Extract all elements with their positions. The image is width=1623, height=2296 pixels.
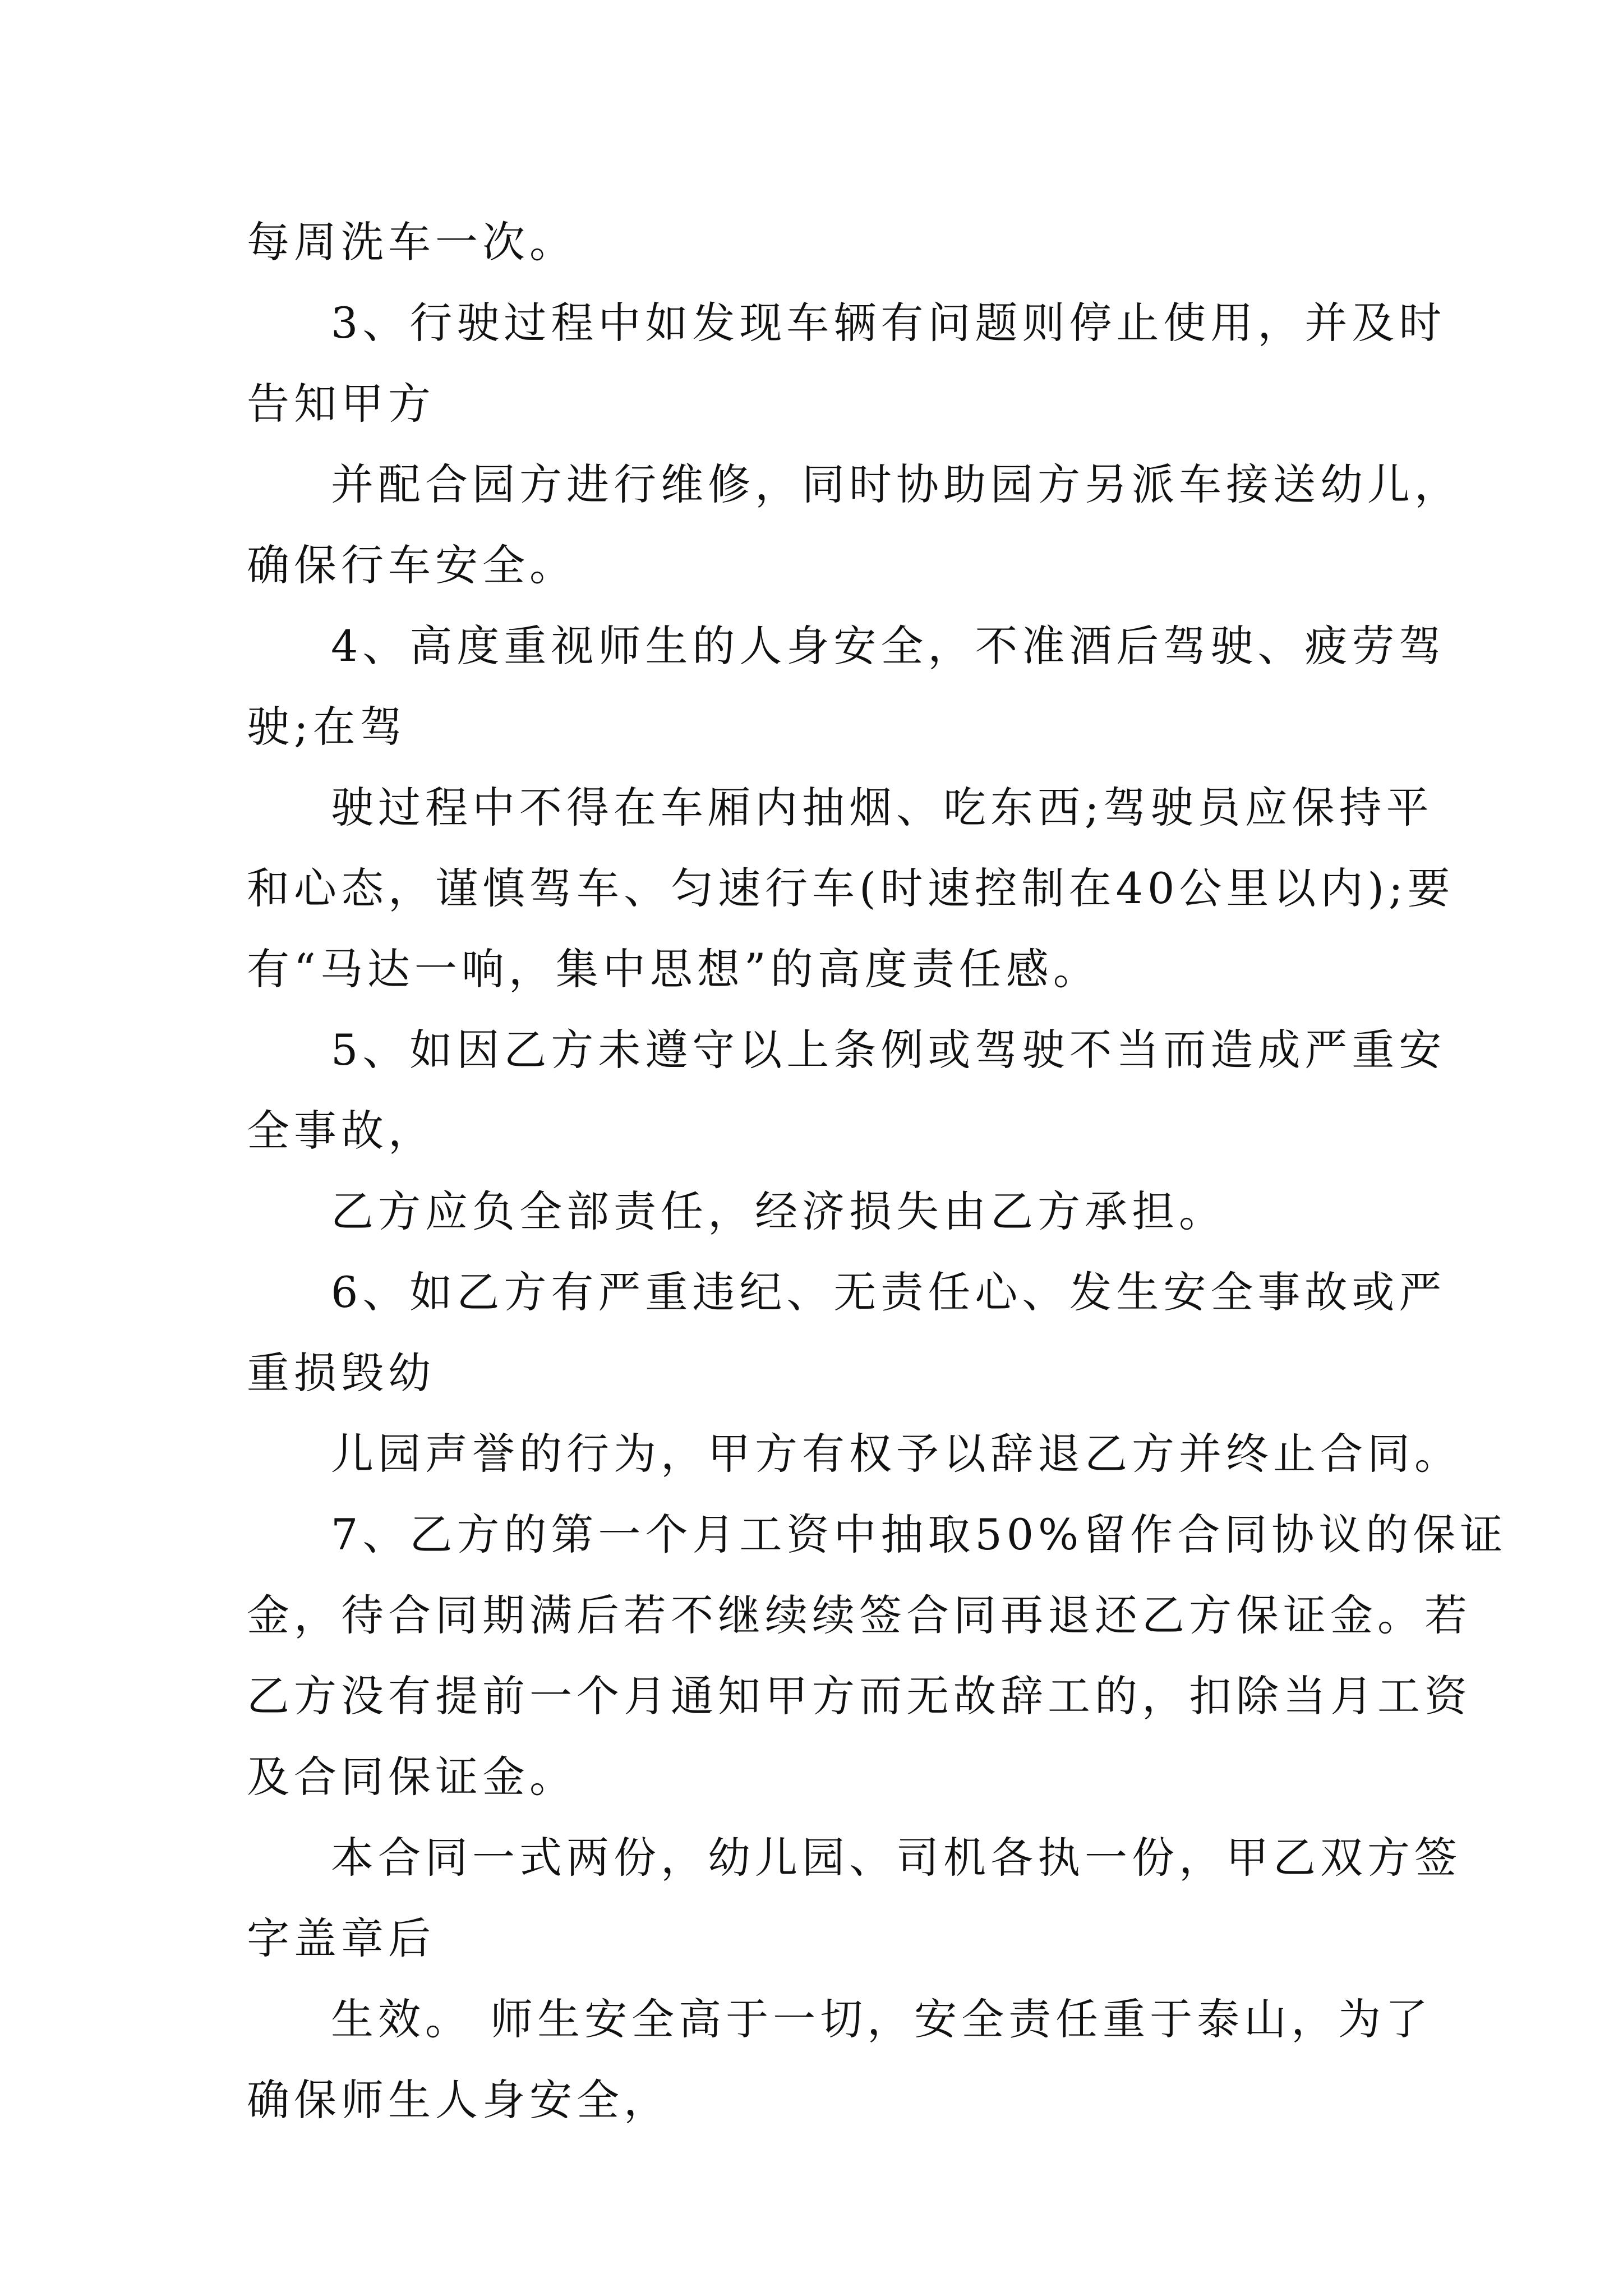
text-line: 7、乙方的第一个月工资中抽取50%留作合同协议的保证 [331,1510,1507,1559]
text-line: 及合同保证金。 [247,1752,577,1802]
text-line: 金，待合同期满后若不继续续签合同再退还乙方保证金。若 [247,1590,1472,1640]
text-line: 和心态，谨慎驾车、匀速行车(时速控制在40公里以内);要 [247,863,1455,913]
text-line: 有“马达一响，集中思想”的高度责任感。 [247,944,1100,994]
text-line: 本合同一式两份，幼儿园、司机各执一份，甲乙双方签 [331,1833,1461,1883]
text-line: 确保行车安全。 [247,540,577,590]
text-line: 每周洗车一次。 [247,217,577,267]
text-line: 确保师生人身安全， [247,2075,671,2125]
text-line: 3、行驶过程中如发现车辆有问题则停止使用，并及时 [331,298,1446,348]
text-line: 5、如因乙方未遵守以上条例或驾驶不当而造成严重安 [331,1025,1446,1075]
text-line: 4、高度重视师生的人身安全，不准酒后驾驶、疲劳驾 [331,621,1446,671]
text-line: 生效。 师生安全高于一切，安全责任重于泰山，为了 [331,1994,1433,2044]
text-line: 儿园声誉的行为，甲方有权予以辞退乙方并终止合同。 [331,1429,1461,1479]
text-line: 驶;在驾 [247,702,407,752]
document-body [247,202,1507,2141]
text-line: 并配合园方进行维修，同时协助园方另派车接送幼儿， [331,459,1461,509]
text-line: 乙方没有提前一个月通知甲方而无故辞工的，扣除当月工资 [247,1671,1472,1721]
text-line: 全事故， [247,1106,435,1156]
text-line: 字盖章后 [247,1913,435,1963]
text-line: 重损毁幼 [247,1348,435,1398]
text-line: 乙方应负全部责任，经济损失由乙方承担。 [331,1186,1226,1236]
text-line: 告知甲方 [247,379,435,429]
text-line: 6、如乙方有严重违纪、无责任心、发生安全事故或严 [331,1267,1446,1317]
text-line: 驶过程中不得在车厢内抽烟、吃东西;驾驶员应保持平 [331,783,1433,832]
